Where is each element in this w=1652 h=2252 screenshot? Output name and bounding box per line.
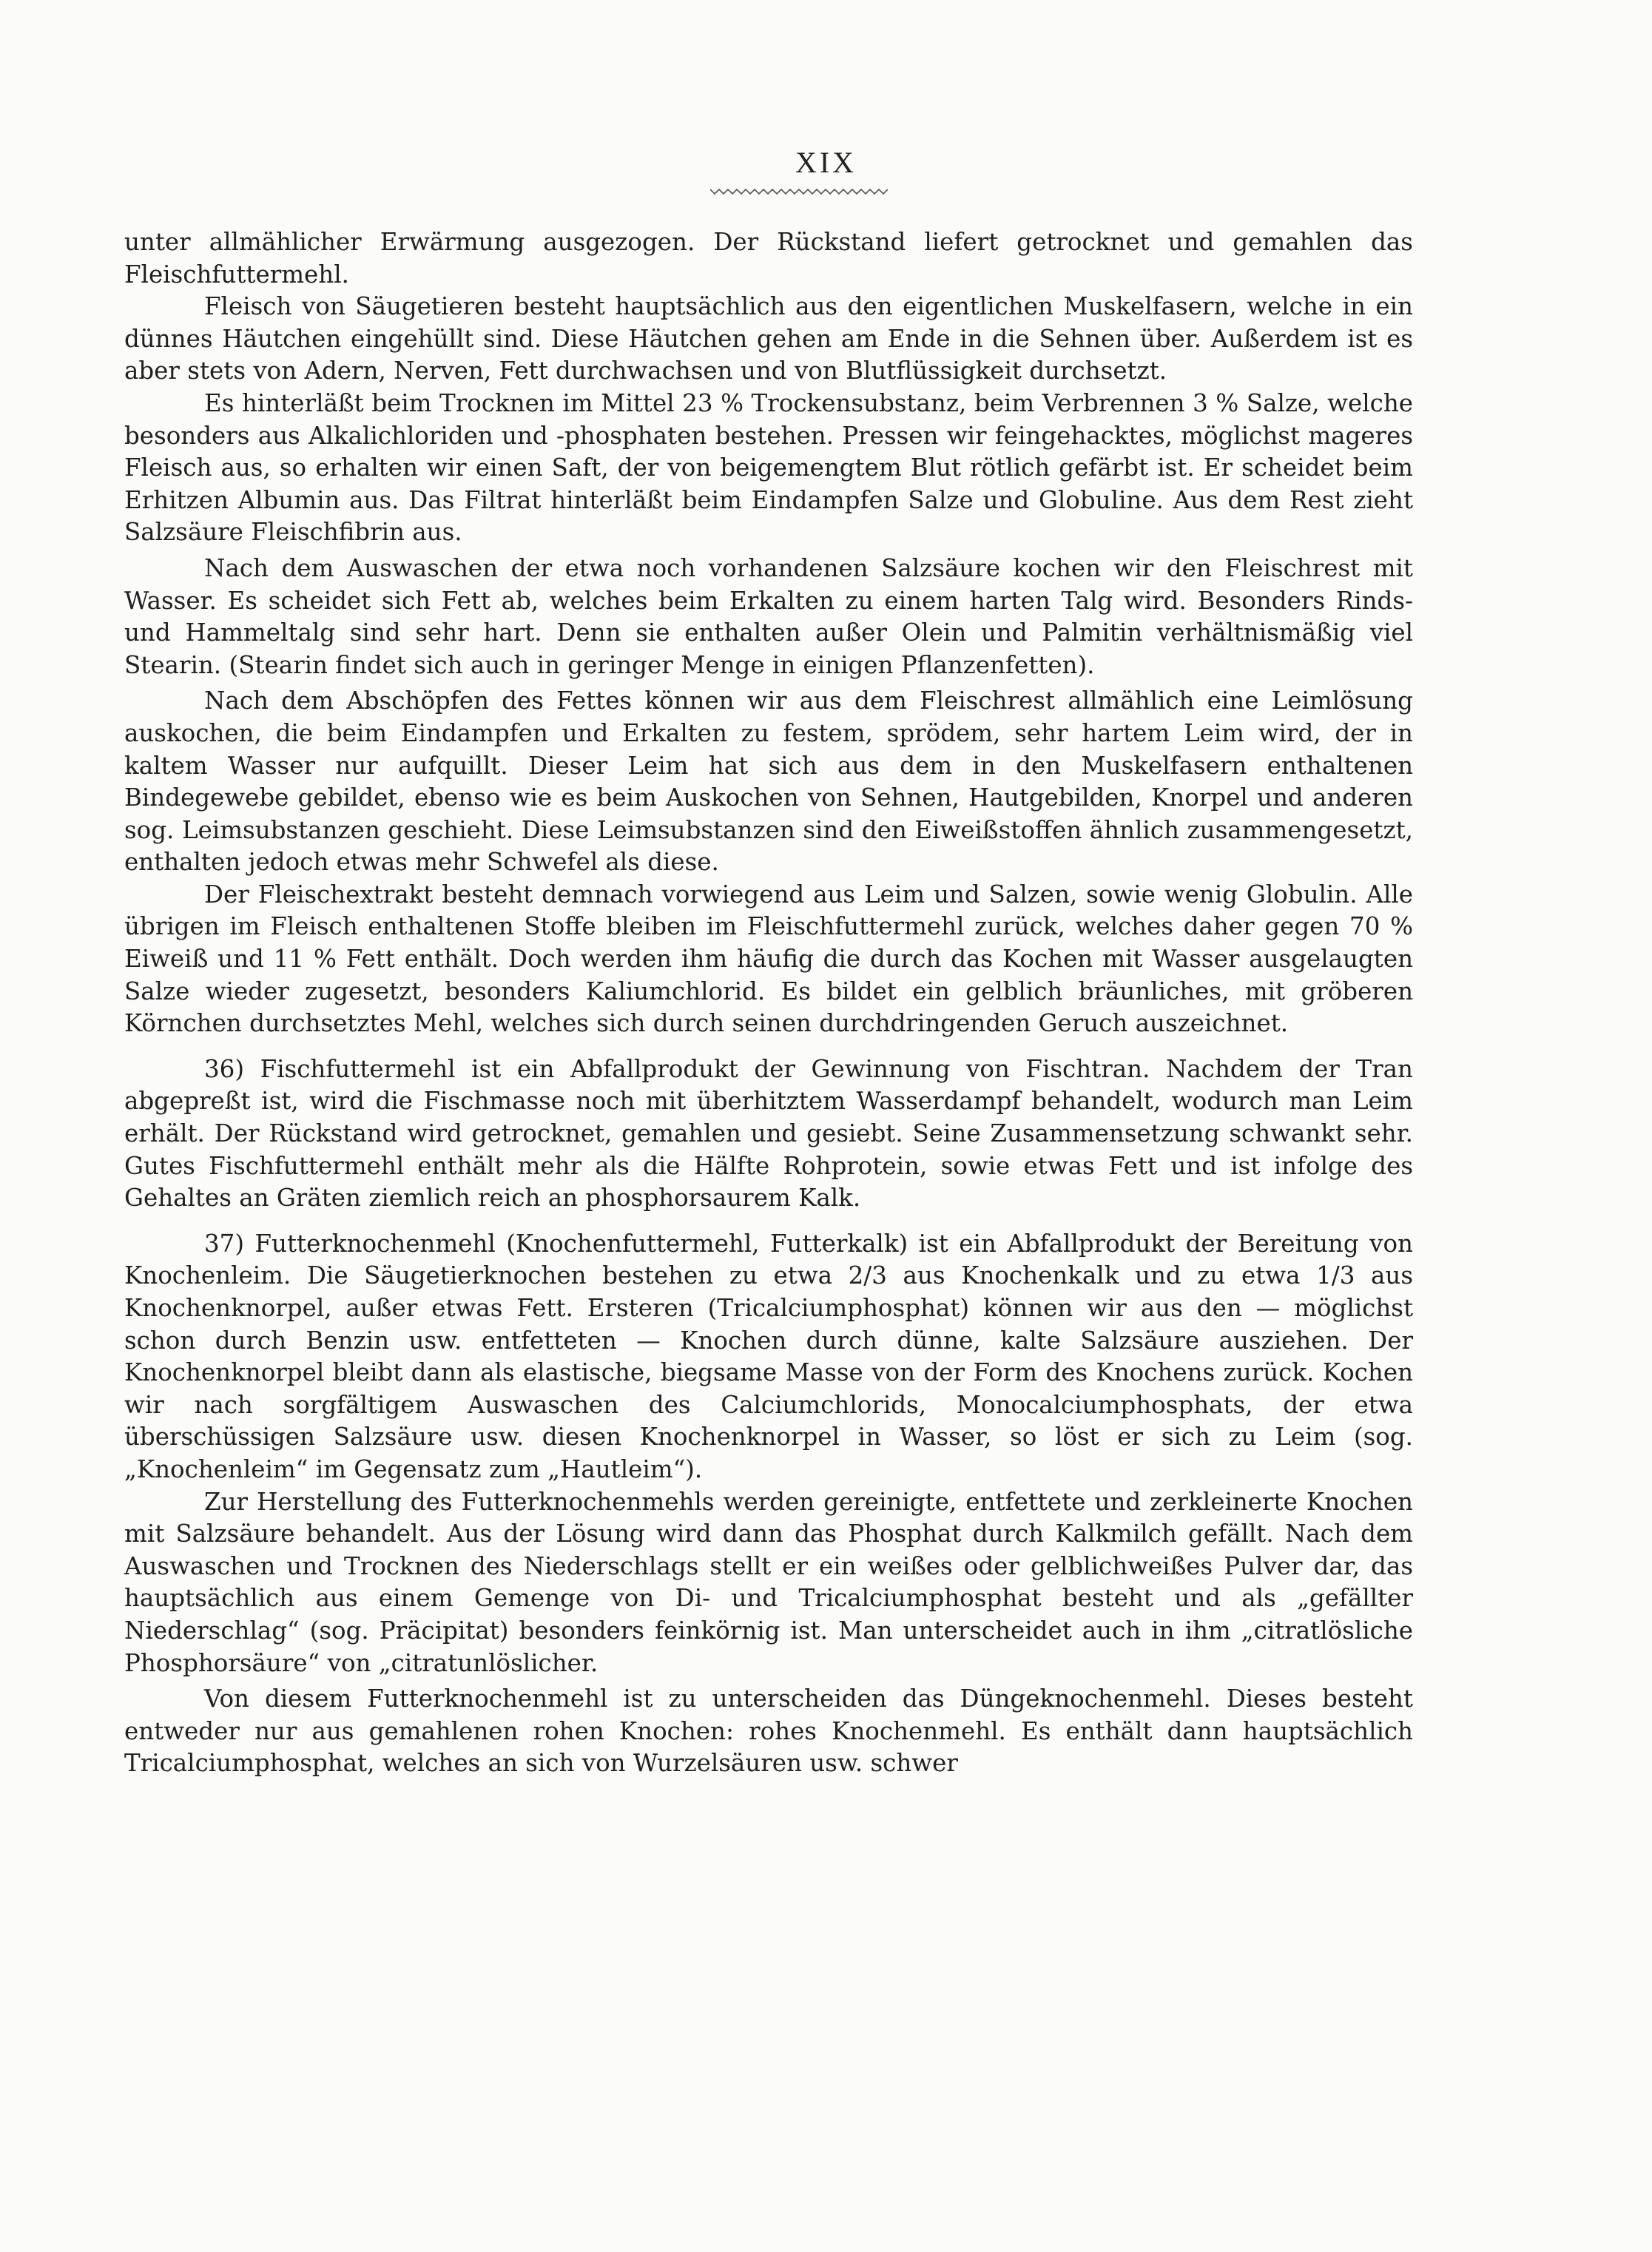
paragraph-10: Von diesem Futterknochenmehl ist zu unterscheiden das Düngeknochenmehl. Dieses besteht entweder nur aus gemahlenen rohen Knochen: rohes Knochenmehl. Es enthält dann hauptsächlich Tricalciumphosphat, welches an sich von Wurzelsäuren usw. schwer bbox=[124, 1685, 1413, 1778]
paragraph-6: Der Fleischextrakt besteht demnach vorwiegend aus Leim und Salzen, sowie wenig Globulin. Alle übrigen im Fleisch enthaltenen Stoffe bleiben im Fleischfuttermehl zurück, welches daher gegen 70 % Eiweiß und 11 % Fett enthält. Doch werden ihm häufig die durch das Kochen mit Wasser ausgelaugten Salze wieder zugesetzt, besonders Kaliumchlorid. Es bildet ein gelblich bräunliches, mit gröberen Körnchen durchsetztes Mehl, welches sich durch seinen durchdringenden Geruch auszeichnet. bbox=[124, 880, 1413, 1038]
paragraph-1: unter allmählicher Erwärmung ausgezogen. Der Rückstand liefert getrocknet und gemahlen das Fleischfuttermehl. bbox=[124, 228, 1413, 289]
header-ornament bbox=[710, 186, 888, 197]
paragraph-7: 36) Fischfuttermehl ist ein Abfallprodukt der Gewinnung von Fischtran. Nachdem der Tran abgepreßt ist, wird die Fischmasse noch mit überhitztem Wasserdampf behandelt, wodurch man Leim erhält. Der Rückstand wird getrocknet, gemahlen und gesiebt. Seine Zusammensetzung schwankt sehr. Gutes Fischfuttermehl enthält mehr als die Hälfte Rohprotein, sowie etwas Fett und ist infolge des Gehaltes an Gräten ziemlich reich an phosphorsaurem Kalk. bbox=[124, 1054, 1413, 1213]
paragraph-3: Es hinterläßt beim Trocknen im Mittel 23 % Trockensubstanz, beim Verbrennen 3 % Salze, welche besonders aus Alkalichloriden und -phosphaten bestehen. Pressen wir feingehacktes, möglichst mageres Fleisch aus, so erhalten wir einen Saft, der von beigemengtem Blut rötlich gefärbt ist. Er scheidet beim Erhitzen Albumin aus. Das Filtrat hinterläßt beim Eindampfen Salze und Globuline. Aus dem Rest zieht Salzsäure Fleischfibrin aus. bbox=[124, 388, 1413, 547]
page-header bbox=[0, 145, 1652, 181]
body-text bbox=[124, 226, 1413, 1780]
paragraph-8: 37) Futterknochenmehl (Knochenfuttermehl, Futterkalk) ist ein Abfallprodukt der Bereitung von Knochenleim. Die Säugetierknochen bestehen zu etwa 2/3 aus Knochenkalk und zu etwa 1/3 aus Knochenknorpel, außer etwas Fett. Ersteren (Tricalciumphosphat) können wir aus den — möglichst schon durch Benzin usw. entfetteten — Knochen durch dünne, kalte Salzsäure ausziehen. Der Knochenknorpel bleibt dann als elastische, biegsame Masse von der Form des Knochens zurück. Kochen wir nach sorgfältigem Auswaschen des Calciumchlorids, Monocalciumphosphats, der etwa überschüssigen Salzsäure usw. diesen Knochenknorpel in Wasser, so löst er sich zu Leim (sog. „Knochenleim“ im Gegensatz zum „Hautleim“). bbox=[124, 1229, 1413, 1483]
paragraph-2: Fleisch von Säugetieren besteht hauptsächlich aus den eigentlichen Muskelfasern, welche in ein dünnes Häutchen eingehüllt sind. Diese Häutchen gehen am Ende in die Sehnen über. Außerdem ist es aber stets von Adern, Nerven, Fett durchwachsen und von Blutflüssigkeit durchsetzt. bbox=[124, 292, 1413, 385]
paragraph-4: Nach dem Auswaschen der etwa noch vorhandenen Salzsäure kochen wir den Fleischrest mit Wasser. Es scheidet sich Fett ab, welches beim Erkalten zu einem harten Talg wird. Besonders Rinds- und Hammeltalg sind sehr hart. Denn sie enthalten außer Olein und Palmitin verhältnismäßig viel Stearin. (Stearin findet sich auch in geringer Menge in einigen Pflanzenfetten). bbox=[124, 553, 1413, 679]
page-number: XIX bbox=[795, 146, 857, 179]
paragraph-9: Zur Herstellung des Futterknochenmehls werden gereinigte, entfettete und zerkleinerte Knochen mit Salzsäure behandelt. Aus der Lösung wird dann das Phosphat durch Kalkmilch gefällt. Nach dem Auswaschen und Trocknen des Niederschlags stellt er ein weißes oder gelblichweißes Pulver dar, das hauptsächlich aus einem Gemenge von Di- und Tricalciumphosphat besteht und als „gefällter Niederschlag“ (sog. Präcipitat) besonders feinkörnig ist. Man unterscheidet auch in ihm „citratlösliche Phosphorsäure“ von „citratunlöslicher. bbox=[124, 1487, 1413, 1677]
paragraph-5: Nach dem Abschöpfen des Fettes können wir aus dem Fleischrest allmählich eine Leimlösung auskochen, die beim Eindampfen und Erkalten zu festem, sprödem, sehr hartem Leim wird, der in kaltem Wasser nur aufquillt. Dieser Leim hat sich aus dem in den Muskelfasern enthaltenen Bindegewebe gebildet, ebenso wie es beim Auskochen von Sehnen, Hautgebilden, Knorpel und anderen sog. Leimsubstanzen geschieht. Diese Leimsubstanzen sind den Eiweißstoffen ähnlich zusammengesetzt, enthalten jedoch etwas mehr Schwefel als diese. bbox=[124, 687, 1413, 877]
